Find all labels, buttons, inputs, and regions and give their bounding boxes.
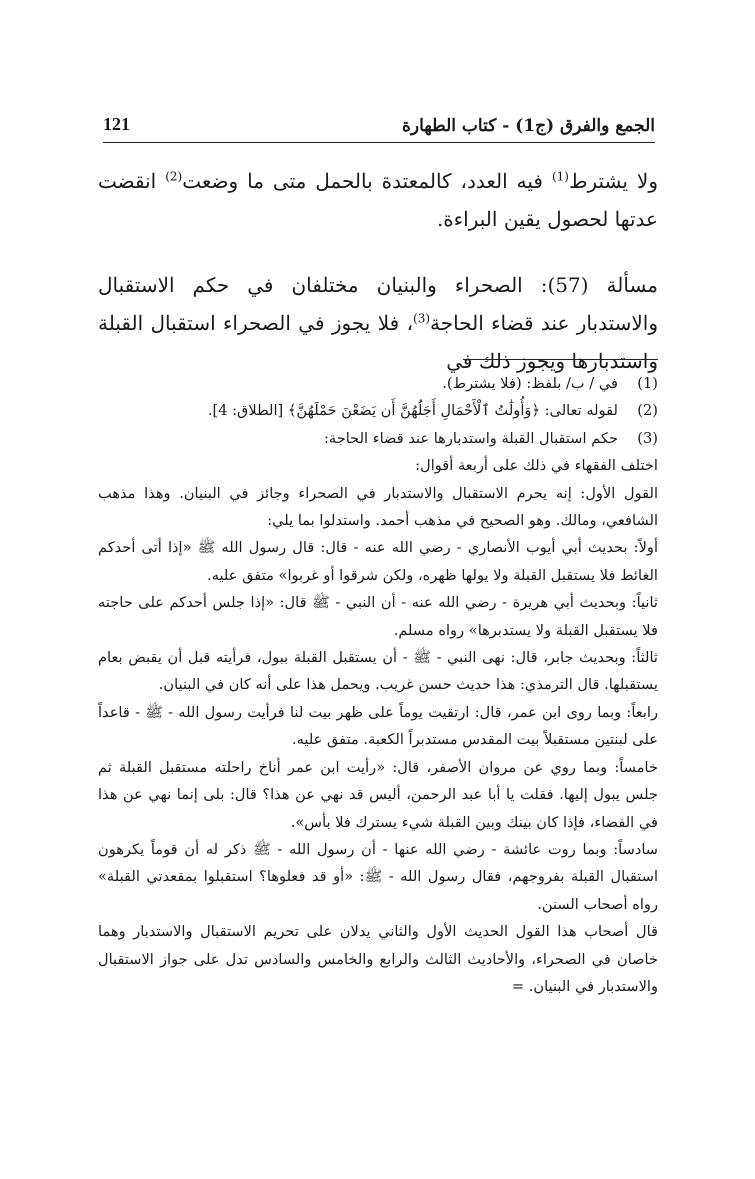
footnote-ref: (2) <box>165 169 183 184</box>
main-paragraph <box>98 162 658 238</box>
footnote-paragraph: خامساً: وبما روي عن مروان الأصفر، قال: «رأيت ابن عمر أناخ راحلته مستقبل القبلة ثم جلس يبول إليها. فقلت يا أبا عبد الرحمن، أليس قد نهي عن هذا؟ قال: بلى إنما نهي عن هذا في الفضاء، فإذا كان بينك وبين القبلة شيء يسترك فلا بأس». <box>98 758 658 831</box>
running-header <box>103 112 655 143</box>
footnote-text: في / ب/ بلفظ: (فلا يشترط). <box>442 375 618 392</box>
footnote-paragraph: ثالثاً: وبحديث جابر، قال: نهى النبي - ﷺ - أن يستقبل القبلة ببول، فرأيته قبل أن يقبض بعام يستقبلها. قال الترمذي: هذا حديث حسن غريب. ويحمل هذا على أنه كان في البنيان. <box>98 649 658 694</box>
text-run: انقضت عدتها لحصول يقين البراءة. <box>98 169 658 231</box>
footnote-paragraph: القول الأول: إنه يحرم الاستقبال والاستدبار في الصحراء وجائز في البنيان. وهذا مذهب الشافعي، ومالك. وهو الصحيح في مذهب أحمد. واستدلوا بما يلي: <box>98 484 658 530</box>
footnote-heading: حكم استقبال القبلة واستدبارها عند قضاء الحاجة: <box>323 429 618 447</box>
footnote-paragraph: اختلف الفقهاء في ذلك على أربعة أقوال: <box>415 457 658 475</box>
footnote-ref: (3) <box>413 311 431 326</box>
footnote-number: (3) <box>637 429 658 447</box>
text-run: مسألة (57): الصحراء والبنيان مختلفان في حكم الاستقبال والاستدبار عند قضاء الحاجة <box>98 273 658 335</box>
footnote-ref: (1) <box>551 169 569 184</box>
main-text <box>98 162 658 380</box>
footnote <box>98 370 658 397</box>
running-title: الجمع والفرق (ج1) - كتاب الطهارة <box>402 116 655 136</box>
footnote-separator <box>463 359 658 360</box>
text-run: ، فلا يجوز في الصحراء استقبال القبلة واستدبارها ويجوز ذلك في <box>98 311 658 373</box>
footnote-paragraph: ثانياً: وبحديث أبي هريرة - رضي الله عنه - أن النبي - ﷺ قال: «إذا جلس أحدكم على حاجته فلا يستقبل القبلة ولا يستدبرها» رواه مسلم. <box>98 594 658 639</box>
footnote-paragraph: رابعاً: وبما روى ابن عمر، قال: ارتقيت يوماً على ظهر بيت لنا فرأيت رسول الله - ﷺ - قاعداً على لبنتين مستقبلاً بيت المقدس مستدبراً الكعبة. متفق عليه. <box>98 703 658 749</box>
footnote-paragraph: أولاً: بحديث أبي أيوب الأنصاري - رضي الله عنه - قال: قال رسول الله ﷺ «إذا أتى أحدكم الغائط فلا يستقبل القبلة ولا يولها ظهره، ولكن شرقوا أو غربوا» متفق عليه. <box>98 539 658 584</box>
page-number: 121 <box>103 114 130 134</box>
footnote-body <box>98 425 618 452</box>
footnote-paragraph: قال أصحاب هذا القول الحديث الأول والثاني يدلان على تحريم الاستقبال والاستدبار وهما خاصان في الصحراء، والأحاديث الثالث والرابع والخامس والسادس تدل على جواز الاستقبال والاستدبار في البنيان. = <box>98 923 658 995</box>
footnote-continuation <box>98 452 658 1000</box>
footnote-number: (1) <box>637 375 658 392</box>
text-run: ولا يشترط <box>568 169 658 193</box>
footnote-paragraph: سادساً: وبما روت عائشة - رضي الله عنها - أن رسول الله - ﷺ ذكر له أن قوماً يكرهون استقبال القبلة بفروجهم، فقال رسول الله - ﷺ: «أو قد فعلوها؟ استقبلوا بمقعدتي القبلة» رواه أصحاب السنن. <box>98 840 658 913</box>
text-run: فيه العدد، كالمعتدة بالحمل متى ما وضعت <box>182 169 552 193</box>
footnote-text: لقوله تعالى: ﴿وَأُولَٰتُ ٱلْأَحْمَالِ أَجَلُهُنَّ أَن يَضَعْنَ حَمْلَهُنَّ﴾ [الطلاق: 4]. <box>207 402 618 420</box>
main-paragraph <box>98 266 658 380</box>
footnotes <box>98 370 658 1000</box>
footnote-number: (2) <box>637 402 658 420</box>
footnote <box>98 425 658 452</box>
footnote <box>98 397 658 424</box>
